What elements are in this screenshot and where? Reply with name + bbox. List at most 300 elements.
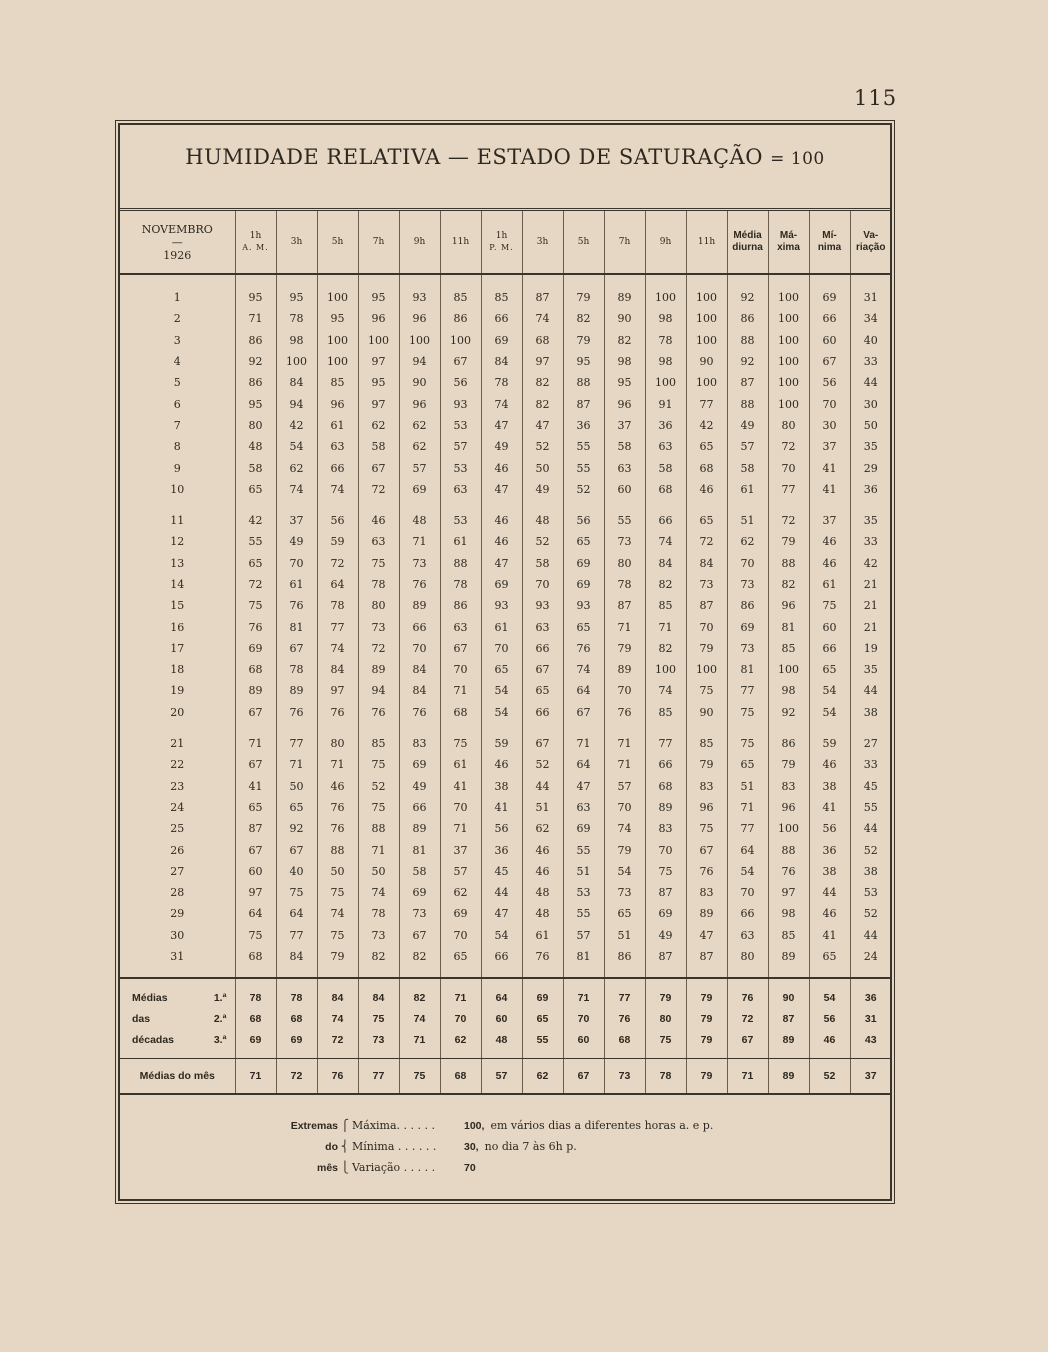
day-cell: 11: [170, 514, 185, 528]
value-cell: 21: [850, 574, 891, 595]
value-cell: 74: [317, 479, 358, 500]
value-cell: 77: [276, 925, 317, 946]
value-cell: 37: [604, 415, 645, 436]
value-cell: 88: [563, 372, 604, 393]
value-cell: 97: [235, 882, 276, 903]
decade-value: 70: [440, 1008, 481, 1029]
value-cell: 38: [850, 861, 891, 882]
value-cell: 67: [235, 839, 276, 860]
value-cell: 38: [481, 776, 522, 797]
value-cell: 100: [645, 372, 686, 393]
value-cell: 48: [522, 903, 563, 924]
value-cell: 76: [686, 861, 727, 882]
value-cell: 66: [727, 903, 768, 924]
value-cell: 72: [358, 479, 399, 500]
hour-header: [563, 211, 604, 274]
value-cell: 58: [399, 861, 440, 882]
value-cell: 49: [276, 531, 317, 552]
hour-label: 1h: [495, 231, 508, 241]
value-cell: 31: [850, 274, 891, 308]
extreme-value: 100,: [464, 1119, 485, 1132]
value-cell: 64: [563, 680, 604, 701]
value-cell: 95: [276, 274, 317, 308]
value-cell: 46: [481, 500, 522, 531]
value-cell: 79: [604, 638, 645, 659]
value-cell: 63: [645, 436, 686, 457]
ampm-label: A. M.: [242, 243, 269, 252]
value-cell: 64: [235, 903, 276, 924]
value-cell: 41: [809, 797, 850, 818]
hour-header: [522, 211, 563, 274]
value-cell: 71: [645, 616, 686, 637]
value-cell: 95: [235, 393, 276, 414]
value-cell: 88: [317, 839, 358, 860]
extremes-label-2: do: [325, 1140, 338, 1153]
value-cell: 47: [481, 903, 522, 924]
value-cell: 79: [768, 531, 809, 552]
value-cell: 75: [809, 595, 850, 616]
table-row: [120, 797, 891, 818]
value-cell: 77: [727, 680, 768, 701]
value-cell: 86: [440, 595, 481, 616]
value-cell: 76: [235, 616, 276, 637]
value-cell: 54: [481, 680, 522, 701]
summary-header: [850, 211, 891, 274]
value-cell: 95: [317, 308, 358, 329]
value-cell: 46: [358, 500, 399, 531]
value-cell: 69: [399, 479, 440, 500]
value-cell: 62: [358, 415, 399, 436]
value-cell: 62: [276, 457, 317, 478]
value-cell: 68: [235, 659, 276, 680]
value-cell: 87: [604, 595, 645, 616]
value-cell: 95: [358, 274, 399, 308]
value-cell: 63: [358, 531, 399, 552]
table-row: [120, 754, 891, 775]
decade-value: 78: [235, 978, 276, 1008]
hour-label: 7h: [618, 237, 631, 247]
decade-row: [120, 978, 891, 1008]
value-cell: 79: [686, 638, 727, 659]
value-cell: 77: [686, 393, 727, 414]
decade-ordinal: 1.ª: [213, 991, 227, 1004]
summary-header: [809, 211, 850, 274]
decade-value: 64: [481, 978, 522, 1008]
value-cell: 83: [768, 776, 809, 797]
value-cell: 52: [522, 754, 563, 775]
day-cell: 18: [170, 663, 185, 677]
value-cell: 89: [768, 946, 809, 978]
value-cell: 76: [317, 702, 358, 723]
value-cell: 100: [317, 351, 358, 372]
value-cell: 56: [481, 818, 522, 839]
decade-value: 90: [768, 978, 809, 1008]
value-cell: 65: [481, 659, 522, 680]
value-cell: 89: [604, 274, 645, 308]
value-cell: 63: [727, 925, 768, 946]
value-cell: 82: [522, 372, 563, 393]
decade-row: [120, 1029, 891, 1059]
value-cell: 80: [768, 415, 809, 436]
table-row: [120, 903, 891, 924]
hour-header: [317, 211, 358, 274]
value-cell: 66: [481, 946, 522, 978]
value-cell: 50: [850, 415, 891, 436]
value-cell: 90: [686, 702, 727, 723]
value-cell: 46: [522, 861, 563, 882]
day-cell: 14: [170, 578, 185, 591]
value-cell: 84: [645, 553, 686, 574]
month-dash: —: [171, 235, 183, 249]
value-cell: 66: [481, 308, 522, 329]
value-cell: 70: [522, 574, 563, 595]
decade-value: 65: [522, 1008, 563, 1029]
value-cell: 46: [522, 839, 563, 860]
value-cell: 50: [358, 861, 399, 882]
value-cell: 44: [809, 882, 850, 903]
value-cell: 80: [358, 595, 399, 616]
value-cell: 68: [686, 457, 727, 478]
extreme-note: no dia 7 às 6h p.: [484, 1140, 577, 1153]
month-year: 1926: [163, 248, 192, 262]
value-cell: 42: [276, 415, 317, 436]
value-cell: 87: [645, 882, 686, 903]
value-cell: 48: [235, 436, 276, 457]
value-cell: 52: [850, 839, 891, 860]
value-cell: 85: [317, 372, 358, 393]
decade-value: 60: [481, 1008, 522, 1029]
value-cell: 40: [850, 330, 891, 351]
value-cell: 86: [440, 308, 481, 329]
decade-value: 48: [481, 1029, 522, 1059]
value-cell: 97: [358, 351, 399, 372]
value-cell: 76: [399, 574, 440, 595]
value-cell: 95: [604, 372, 645, 393]
value-cell: 42: [686, 415, 727, 436]
value-cell: 73: [604, 531, 645, 552]
day-cell: 27: [170, 864, 185, 878]
hour-header: [399, 211, 440, 274]
value-cell: 100: [768, 372, 809, 393]
value-cell: 93: [522, 595, 563, 616]
value-cell: 44: [850, 818, 891, 839]
value-cell: 49: [481, 436, 522, 457]
value-cell: 98: [768, 903, 809, 924]
value-cell: 45: [481, 861, 522, 882]
value-cell: 75: [727, 723, 768, 754]
day-cell: 29: [170, 907, 185, 921]
value-cell: 58: [645, 457, 686, 478]
day-cell: 20: [170, 705, 185, 719]
day-cell: 1: [173, 291, 181, 305]
value-cell: 100: [768, 274, 809, 308]
extreme-name: Variação . . . . .: [352, 1161, 436, 1174]
value-cell: 71: [440, 818, 481, 839]
table-row: [120, 839, 891, 860]
value-cell: 100: [645, 274, 686, 308]
value-cell: 60: [809, 616, 850, 637]
table-row: [120, 415, 891, 436]
brace-bottom-icon: ⎩: [340, 1161, 350, 1174]
table-row: [120, 372, 891, 393]
value-cell: 67: [522, 659, 563, 680]
value-cell: 97: [768, 882, 809, 903]
value-cell: 100: [645, 659, 686, 680]
value-cell: 81: [399, 839, 440, 860]
value-cell: 78: [276, 308, 317, 329]
value-cell: 70: [727, 882, 768, 903]
hour-label: 11h: [697, 237, 716, 247]
value-cell: 64: [276, 903, 317, 924]
value-cell: 71: [399, 531, 440, 552]
value-cell: 65: [686, 436, 727, 457]
day-cell: 9: [173, 461, 181, 475]
value-cell: 33: [850, 531, 891, 552]
value-cell: 93: [440, 393, 481, 414]
value-cell: 75: [358, 797, 399, 818]
value-cell: 70: [276, 553, 317, 574]
value-cell: 75: [440, 723, 481, 754]
decade-ordinal: 2.ª: [213, 1012, 227, 1025]
extreme-row-var: [280, 1157, 840, 1178]
value-cell: 58: [522, 553, 563, 574]
value-cell: 46: [809, 903, 850, 924]
value-cell: 100: [686, 274, 727, 308]
value-cell: 66: [645, 500, 686, 531]
value-cell: 66: [399, 616, 440, 637]
value-cell: 80: [727, 946, 768, 978]
extreme-value: 70: [464, 1161, 476, 1174]
hour-header: [645, 211, 686, 274]
value-cell: 51: [727, 500, 768, 531]
extremes-label-3: mês: [316, 1161, 338, 1174]
value-cell: 92: [768, 702, 809, 723]
value-cell: 56: [317, 500, 358, 531]
value-cell: 85: [768, 638, 809, 659]
value-cell: 86: [235, 330, 276, 351]
value-cell: 76: [768, 861, 809, 882]
day-cell: 5: [173, 376, 181, 390]
value-cell: 54: [727, 861, 768, 882]
value-cell: 68: [235, 946, 276, 978]
value-cell: 83: [686, 776, 727, 797]
value-cell: 67: [686, 839, 727, 860]
decade-value: 75: [645, 1029, 686, 1059]
table-frame: [118, 123, 892, 1201]
value-cell: 70: [645, 839, 686, 860]
value-cell: 75: [276, 882, 317, 903]
value-cell: 57: [399, 457, 440, 478]
value-cell: 68: [645, 479, 686, 500]
value-cell: 36: [809, 839, 850, 860]
decade-value: 56: [809, 1008, 850, 1029]
hour-label: 7h: [372, 237, 385, 247]
day-cell: 10: [170, 482, 185, 496]
value-cell: 55: [235, 531, 276, 552]
value-cell: 46: [809, 754, 850, 775]
value-cell: 87: [235, 818, 276, 839]
value-cell: 77: [276, 723, 317, 754]
value-cell: 96: [604, 393, 645, 414]
value-cell: 53: [440, 500, 481, 531]
table-row: [120, 500, 891, 531]
value-cell: 78: [481, 372, 522, 393]
value-cell: 65: [563, 531, 604, 552]
value-cell: 69: [235, 638, 276, 659]
value-cell: 76: [358, 702, 399, 723]
day-cell: 4: [173, 355, 181, 369]
day-cell: 3: [173, 333, 181, 347]
summary-header-line1: Mí-: [822, 230, 837, 241]
value-cell: 62: [522, 818, 563, 839]
summary-header-line2: nima: [817, 242, 842, 253]
value-cell: 85: [645, 595, 686, 616]
value-cell: 54: [809, 702, 850, 723]
ampm-label: P. M.: [489, 243, 514, 252]
value-cell: 80: [317, 723, 358, 754]
value-cell: 75: [235, 925, 276, 946]
value-cell: 51: [563, 861, 604, 882]
value-cell: 86: [235, 372, 276, 393]
value-cell: 83: [686, 882, 727, 903]
brace-top-icon: ⎧: [340, 1119, 350, 1132]
value-cell: 93: [399, 274, 440, 308]
value-cell: 88: [358, 818, 399, 839]
humidity-table: [120, 211, 891, 1095]
value-cell: 79: [317, 946, 358, 978]
decade-label-text: das: [132, 1012, 151, 1025]
value-cell: 74: [522, 308, 563, 329]
decade-value: 76: [727, 978, 768, 1008]
value-cell: 100: [686, 372, 727, 393]
day-cell: 12: [170, 535, 185, 549]
decade-value: 67: [727, 1029, 768, 1059]
value-cell: 37: [440, 839, 481, 860]
value-cell: 57: [604, 776, 645, 797]
decade-value: 79: [645, 978, 686, 1008]
decade-value: 74: [317, 1008, 358, 1029]
value-cell: 97: [317, 680, 358, 701]
extreme-note: em vários dias a diferentes horas a. e p.: [490, 1119, 714, 1132]
value-cell: 69: [563, 574, 604, 595]
value-cell: 44: [850, 925, 891, 946]
value-cell: 41: [809, 925, 850, 946]
title-suffix: = 100: [770, 149, 825, 169]
brace-middle-icon: ⎨: [340, 1140, 350, 1153]
month-average-value: 79: [686, 1059, 727, 1095]
value-cell: 70: [809, 393, 850, 414]
value-cell: 63: [563, 797, 604, 818]
value-cell: 35: [850, 436, 891, 457]
day-cell: 2: [173, 312, 181, 326]
value-cell: 27: [850, 723, 891, 754]
extreme-value: 30,: [464, 1140, 479, 1153]
value-cell: 72: [768, 436, 809, 457]
value-cell: 76: [399, 702, 440, 723]
decade-value: 71: [399, 1029, 440, 1059]
value-cell: 84: [481, 351, 522, 372]
value-cell: 56: [809, 372, 850, 393]
month-average-value: 37: [850, 1059, 891, 1095]
value-cell: 54: [604, 861, 645, 882]
decade-ordinal: 3.ª: [213, 1033, 227, 1046]
day-cell: 30: [170, 928, 185, 942]
value-cell: 29: [850, 457, 891, 478]
decade-value: 46: [809, 1029, 850, 1059]
value-cell: 66: [522, 702, 563, 723]
table-row: [120, 861, 891, 882]
value-cell: 56: [563, 500, 604, 531]
value-cell: 30: [850, 393, 891, 414]
decade-value: 43: [850, 1029, 891, 1059]
decade-value: 54: [809, 978, 850, 1008]
page-number: 115: [854, 86, 898, 110]
value-cell: 69: [563, 818, 604, 839]
value-cell: 24: [850, 946, 891, 978]
month-average-value: 75: [399, 1059, 440, 1095]
value-cell: 49: [399, 776, 440, 797]
value-cell: 96: [358, 308, 399, 329]
summary-header: [768, 211, 809, 274]
decade-value: 79: [686, 1029, 727, 1059]
value-cell: 95: [235, 274, 276, 308]
value-cell: 71: [604, 723, 645, 754]
value-cell: 54: [809, 680, 850, 701]
value-cell: 58: [727, 457, 768, 478]
value-cell: 67: [440, 638, 481, 659]
value-cell: 100: [399, 330, 440, 351]
day-cell: 15: [170, 599, 185, 613]
decade-label-wrap: [120, 1034, 235, 1046]
value-cell: 84: [276, 372, 317, 393]
value-cell: 44: [850, 372, 891, 393]
day-cell: 13: [170, 556, 185, 570]
value-cell: 41: [809, 479, 850, 500]
value-cell: 67: [235, 754, 276, 775]
decade-value: 70: [563, 1008, 604, 1029]
value-cell: 19: [850, 638, 891, 659]
table-row: [120, 659, 891, 680]
extremes-label-1: Extremas: [290, 1119, 338, 1132]
value-cell: 92: [727, 351, 768, 372]
value-cell: 61: [481, 616, 522, 637]
value-cell: 65: [235, 797, 276, 818]
table-row: [120, 925, 891, 946]
day-cell: 22: [170, 758, 185, 772]
value-cell: 77: [727, 818, 768, 839]
value-cell: 89: [604, 659, 645, 680]
value-cell: 30: [809, 415, 850, 436]
value-cell: 64: [727, 839, 768, 860]
hour-label: 3h: [536, 237, 549, 247]
value-cell: 98: [276, 330, 317, 351]
table-row: [120, 393, 891, 414]
value-cell: 55: [563, 436, 604, 457]
decade-label-wrap: [120, 992, 235, 1004]
hour-header: [604, 211, 645, 274]
value-cell: 73: [727, 638, 768, 659]
value-cell: 46: [317, 776, 358, 797]
value-cell: 100: [768, 308, 809, 329]
value-cell: 34: [850, 308, 891, 329]
table-row: [120, 531, 891, 552]
decade-value: 76: [604, 1008, 645, 1029]
decade-value: 68: [276, 1008, 317, 1029]
value-cell: 100: [440, 330, 481, 351]
table-row: [120, 723, 891, 754]
value-cell: 78: [604, 574, 645, 595]
value-cell: 87: [727, 372, 768, 393]
